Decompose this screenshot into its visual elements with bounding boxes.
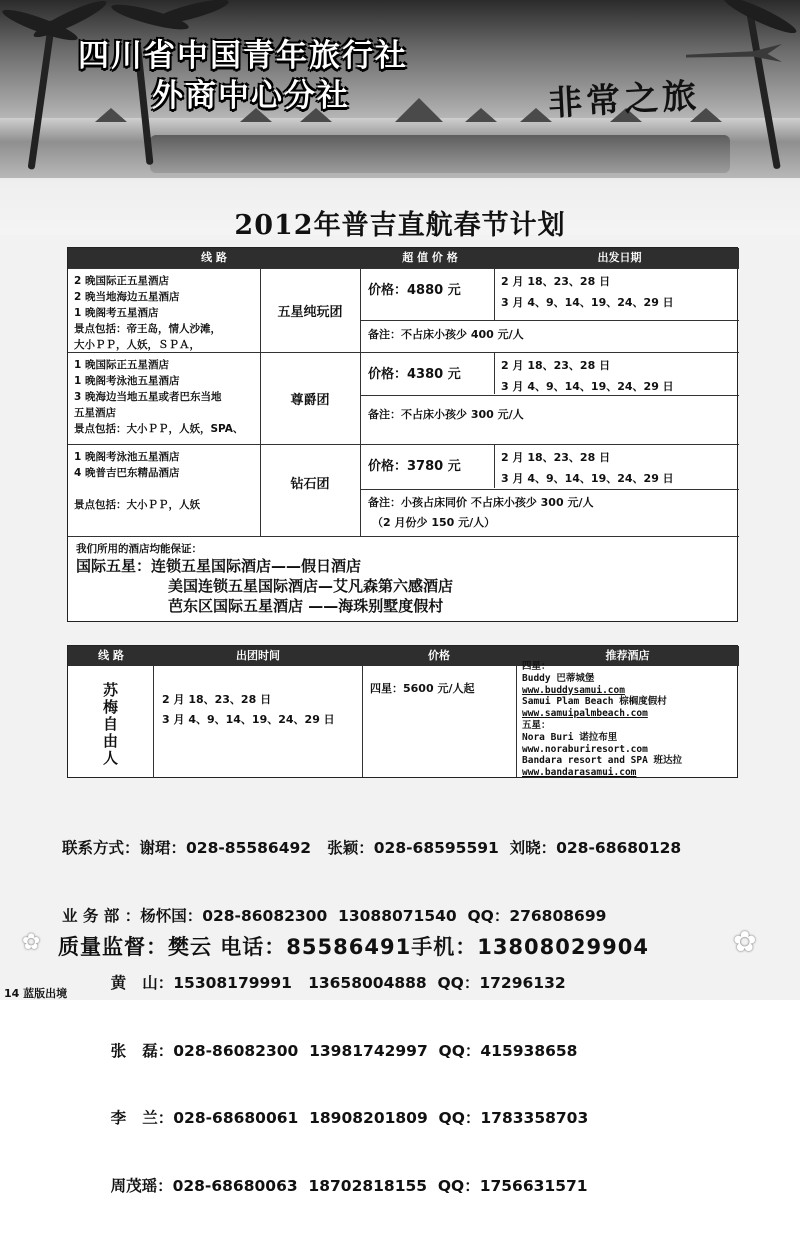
package-note: 备注：不占床小孩少 300 元/人 bbox=[368, 408, 524, 421]
route-line: 4 晚普吉巴东精品酒店 bbox=[74, 467, 180, 479]
guarantee-label: 我们所用的酒店均能保证： bbox=[76, 543, 202, 555]
divider bbox=[516, 666, 517, 777]
column-header-hotels: 推荐酒店 bbox=[516, 646, 739, 666]
airplane-icon bbox=[686, 44, 782, 62]
divider bbox=[360, 320, 739, 321]
contact-line: 李 兰：028-68680061 18908201809 QQ：1783358703 bbox=[62, 1109, 589, 1127]
beach-banner-image bbox=[0, 0, 800, 235]
date-line: 2 月 18、23、28 日 bbox=[501, 451, 611, 464]
table-row bbox=[68, 444, 739, 536]
package-name: 尊爵团 bbox=[290, 393, 330, 408]
route-line: 景点包括：大小ＰＰ，人妖，SPA、 bbox=[74, 423, 244, 435]
route-line: 3 晚海边当地五星或者巴东当地 bbox=[74, 391, 222, 403]
recommended-hotels bbox=[522, 661, 682, 779]
hotel-line: Nora Buri 诺拉布里 bbox=[522, 731, 618, 743]
hotel-line: Buddy 巴蒂城堡 bbox=[522, 672, 595, 684]
hotel-line: 五星： bbox=[522, 719, 551, 731]
divider bbox=[360, 353, 361, 444]
hotel-line: 四星： bbox=[522, 661, 551, 672]
route-char: 梅 bbox=[102, 698, 118, 716]
route-char: 自 bbox=[102, 715, 118, 733]
agency-name: 四川省中国青年旅行社 bbox=[78, 38, 408, 74]
divider bbox=[360, 445, 361, 536]
package-name: 钻石团 bbox=[290, 477, 330, 492]
package-name: 五星纯玩团 bbox=[277, 305, 343, 320]
date-line: 3 月 4、9、14、19、24、29 日 bbox=[501, 380, 674, 393]
route-line: 五星酒店 bbox=[74, 407, 116, 419]
hotel-link[interactable]: www.noraburiresort.com bbox=[522, 743, 648, 755]
column-header-departure: 出团时间 bbox=[154, 646, 362, 666]
route-line: 景点包括：大小ＰＰ，人妖 bbox=[74, 499, 200, 511]
contact-line: 张 磊：028-86082300 13981742997 QQ：415938658 bbox=[62, 1041, 578, 1060]
route-line: 1 晚国际正五星酒店 bbox=[74, 359, 169, 371]
tour-package-table bbox=[67, 247, 738, 622]
route-line: 2 晚当地海边五星酒店 bbox=[74, 291, 180, 303]
hut-icon bbox=[95, 108, 127, 122]
contact-list bbox=[62, 792, 681, 1242]
page-title: 2012年普吉直航春节计划 bbox=[234, 210, 566, 241]
departure-dates bbox=[501, 355, 674, 397]
guarantee-line: 美国连锁五星国际酒店—艾凡森第六感酒店 bbox=[168, 577, 454, 595]
hotel-link[interactable]: www.bandarasamui.com bbox=[522, 767, 637, 779]
route-details bbox=[68, 353, 260, 441]
divider bbox=[494, 445, 495, 488]
date-line: 3 月 4、9、14、19、24、29 日 bbox=[501, 472, 674, 485]
departure-dates bbox=[501, 271, 674, 313]
hotel-link[interactable]: www.samuipalmbeach.com bbox=[522, 708, 648, 720]
hut-icon bbox=[465, 108, 497, 122]
date-line: 2 月 18、23、28 日 bbox=[501, 275, 611, 288]
route-line: 1 晚阁考泳池五星酒店 bbox=[74, 451, 180, 463]
divider bbox=[360, 269, 361, 352]
table-row bbox=[68, 352, 739, 444]
hotel-link[interactable]: www.buddysamui.com bbox=[522, 684, 625, 696]
contact-line: 黄 山：15308179991 13658004888 QQ：17296132 bbox=[62, 974, 566, 992]
route-char: 人 bbox=[102, 749, 118, 767]
hotel-line: Bandara resort and SPA 班达拉 bbox=[522, 755, 683, 767]
route-details bbox=[68, 445, 260, 517]
note-line: （2 月份少 150 元/人） bbox=[372, 516, 496, 529]
pool bbox=[150, 135, 730, 173]
route-line: 大小ＰＰ，人妖，ＳＰＡ， bbox=[74, 339, 200, 351]
route-line: 2 晚国际正五星酒店 bbox=[74, 275, 169, 287]
package-price: 四星：5600 元/人起 bbox=[370, 682, 475, 695]
divider bbox=[494, 269, 495, 320]
flower-icon: ✿ bbox=[733, 925, 757, 958]
divider bbox=[360, 489, 739, 490]
route-char: 由 bbox=[102, 732, 118, 750]
hut-icon bbox=[395, 98, 443, 122]
table-row bbox=[68, 268, 739, 352]
contact-line: 业 务 部 ：杨怀国：028-86082300 13088071540 QQ：276808699 bbox=[62, 906, 607, 925]
column-header-route: 线 路 bbox=[68, 646, 154, 666]
column-header-route: 线 路 bbox=[68, 248, 360, 268]
divider bbox=[362, 666, 363, 777]
divider bbox=[360, 395, 739, 396]
package-price: 价格：4880 元 bbox=[368, 283, 461, 298]
package-note bbox=[368, 493, 593, 533]
route-line: 1 晚阁考五星酒店 bbox=[74, 307, 159, 319]
slogan: 非常之旅 bbox=[547, 76, 702, 124]
route-line: 景点包括：帝王岛，情人沙滩， bbox=[74, 323, 221, 335]
column-header-dates: 出发日期 bbox=[500, 248, 739, 268]
quality-supervision: 质量监督：樊云 电话：85586491手机：13808029904 bbox=[58, 935, 649, 959]
palm-frond bbox=[721, 0, 799, 38]
column-header-price: 价格 bbox=[362, 646, 516, 666]
koh-samui-table bbox=[67, 645, 738, 778]
date-line: 2 月 18、23、28 日 bbox=[501, 359, 611, 372]
hotel-line: Samui Plam Beach 棕榈度假村 bbox=[522, 696, 667, 708]
route-line bbox=[74, 481, 254, 497]
departure-dates bbox=[162, 690, 335, 730]
page-footer: 14 蓝版出境 bbox=[4, 987, 68, 1000]
flower-icon: ✿ bbox=[22, 930, 41, 955]
hut-icon bbox=[520, 108, 552, 122]
guarantee-line: 国际五星：连锁五星国际酒店——假日酒店 bbox=[76, 557, 362, 575]
contact-line: 联系方式：谢珺：028-85586492 张颖：028-68595591 刘晓：028-68680128 bbox=[62, 839, 682, 857]
guarantee-line: 芭东区国际五星酒店 ——海珠别墅度假村 bbox=[168, 597, 444, 615]
branch-name: 外商中心分社 bbox=[152, 78, 350, 114]
date-line: 3 月 4、9、14、19、24、29 日 bbox=[501, 296, 674, 309]
package-price: 价格：4380 元 bbox=[368, 367, 461, 382]
hotel-guarantee bbox=[68, 536, 739, 620]
route-name bbox=[68, 666, 154, 778]
route-line: 1 晚阁考泳池五星酒店 bbox=[74, 375, 180, 387]
note-line: 备注：小孩占床同价 不占床小孩少 300 元/人 bbox=[368, 496, 594, 509]
date-line: 2 月 18、23、28 日 bbox=[162, 693, 272, 706]
route-char: 苏 bbox=[102, 681, 118, 699]
divider bbox=[494, 353, 495, 394]
column-header-price: 超 值 价 格 bbox=[360, 248, 500, 268]
date-line: 3 月 4、9、14、19、24、29 日 bbox=[162, 713, 335, 726]
package-price: 价格：3780 元 bbox=[368, 459, 461, 474]
contact-line: 周茂瑶：028-68680063 18702818155 QQ：1756631571 bbox=[62, 1176, 588, 1195]
route-details bbox=[68, 269, 260, 357]
package-note: 备注：不占床小孩少 400 元/人 bbox=[368, 328, 524, 341]
departure-dates bbox=[501, 447, 674, 489]
